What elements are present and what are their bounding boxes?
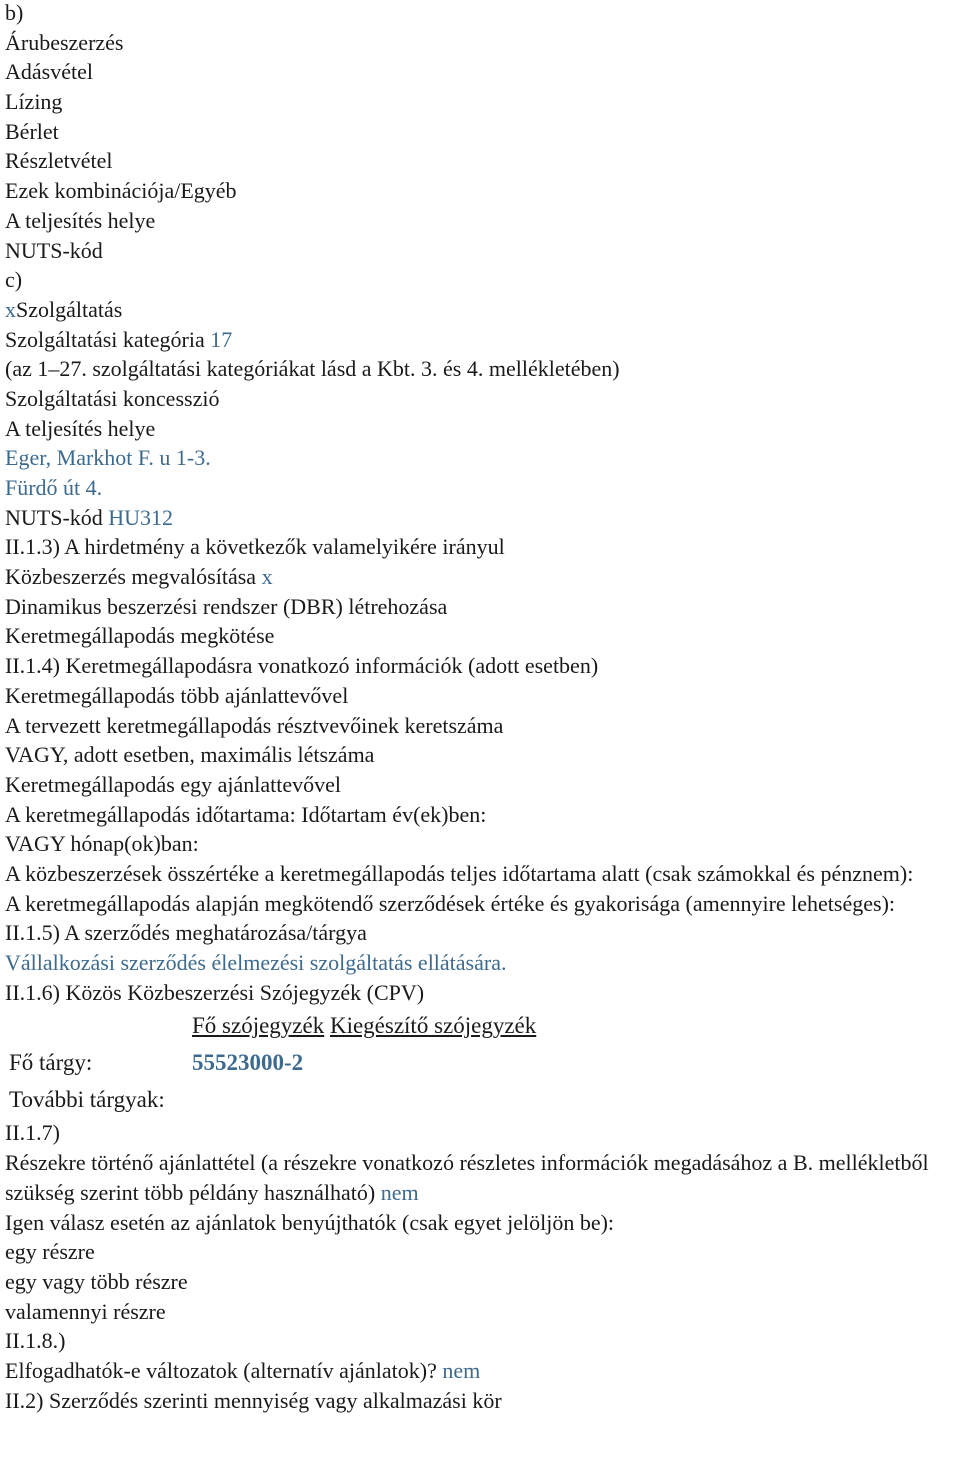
cpv-main-label: Fő tárgy: xyxy=(9,1050,93,1076)
text-line: egy vagy több részre xyxy=(5,1268,188,1294)
cpv-main-row xyxy=(5,1044,960,1081)
variants-line xyxy=(5,1356,960,1386)
text-line: b) xyxy=(5,0,24,25)
cpv-main-vocab-header: Fő szójegyzék xyxy=(192,1013,325,1039)
cpv-table xyxy=(5,1007,960,1118)
service-category-value: 17 xyxy=(210,326,233,352)
text-line: Ezek kombinációja/Egyéb xyxy=(5,178,237,204)
service-label: Szolgáltatás xyxy=(16,296,123,322)
wrapped-paragraph: A keretmegállapodás alapján megkötendő szerződések értéke és gyakorisága (amennyire lehetséges): xyxy=(5,890,896,916)
cpv-main-value: 55523000-2 xyxy=(192,1050,304,1076)
document-body xyxy=(5,0,960,1415)
cpv-additional-label: További tárgyak: xyxy=(9,1087,165,1113)
lots-text: Részekre történő ajánlattétel (a részekre vonatkozó részletes információk megadásához a B. mellékletből szükség szerint több példány használható) xyxy=(5,1150,929,1205)
text-line: Keretmegállapodás megkötése xyxy=(5,623,275,649)
text-line: Lízing xyxy=(5,89,63,115)
text-line: Árubeszerzés xyxy=(5,29,124,55)
nuts-label: NUTS-kód xyxy=(5,504,109,530)
contract-subject: Vállalkozási szerződés élelmezési szolgáltatás ellátására. xyxy=(5,950,507,976)
text-line: Adásvétel xyxy=(5,59,93,85)
section-heading: II.1.4) Keretmegállapodásra vonatkozó információk (adott esetben) xyxy=(5,653,599,679)
text-line: Szolgáltatási koncesszió xyxy=(5,385,220,411)
variants-label: Elfogadhatók-e változatok (alternatív ajánlatok)? xyxy=(5,1357,443,1383)
section-heading: II.1.5) A szerződés meghatározása/tárgya xyxy=(5,920,367,946)
section-heading: II.1.3) A hirdetmény a következők valamelyikére irányul xyxy=(5,534,505,560)
text-line: Keretmegállapodás több ajánlattevővel xyxy=(5,682,349,708)
text-line: Igen válasz esetén az ajánlatok benyújthatók (csak egyet jelöljön be): xyxy=(5,1209,615,1235)
text-line: NUTS-kód xyxy=(5,237,103,263)
cpv-header-row xyxy=(5,1007,960,1044)
place-line: Fürdő út 4. xyxy=(5,475,103,500)
wrapped-paragraph: A közbeszerzések összértéke a keretmegállapodás teljes időtartama alatt (csak számokkal és pénznem): xyxy=(5,860,914,886)
lots-answer: nem xyxy=(380,1179,419,1205)
procurement-line xyxy=(5,562,960,592)
section-heading: II.1.7) xyxy=(5,1120,60,1146)
variants-answer: nem xyxy=(442,1357,481,1383)
lots-paragraph xyxy=(5,1148,960,1207)
service-line xyxy=(5,295,960,325)
text-line: (az 1–27. szolgáltatási kategóriákat lásd a Kbt. 3. és 4. mellékletében) xyxy=(5,356,620,382)
text-line: VAGY, adott esetben, maximális létszáma xyxy=(5,742,375,768)
service-category-line xyxy=(5,325,960,355)
place-line: Eger, Markhot F. u 1-3. xyxy=(5,445,211,471)
text-line: Bérlet xyxy=(5,118,59,144)
nuts-value: HU312 xyxy=(108,504,174,530)
nuts-line xyxy=(5,503,960,533)
text-line: egy részre xyxy=(5,1239,95,1265)
cpv-additional-row xyxy=(5,1081,960,1118)
text-line: Keretmegállapodás egy ajánlattevővel xyxy=(5,771,341,797)
text-line: A teljesítés helye xyxy=(5,415,156,441)
procurement-mark: x xyxy=(261,564,273,590)
text-line: c) xyxy=(5,267,23,293)
text-line: A tervezett keretmegállapodás résztvevőinek keretszáma xyxy=(5,712,504,738)
section-heading: II.2) Szerződés szerinti mennyiség vagy alkalmazási kör xyxy=(5,1387,502,1413)
text-line: A keretmegállapodás időtartama: Időtartam év(ek)ben: xyxy=(5,801,487,827)
service-category-label: Szolgáltatási kategória xyxy=(5,326,211,352)
text-line: Részletvétel xyxy=(5,148,113,174)
section-heading: II.1.6) Közös Közbeszerzési Szójegyzék (CPV) xyxy=(5,979,425,1005)
cpv-supp-vocab-header: Kiegészítő szójegyzék xyxy=(329,1013,537,1039)
service-mark: x xyxy=(5,296,16,322)
text-line: Dinamikus beszerzési rendszer (DBR) létrehozása xyxy=(5,593,448,619)
text-line: valamennyi részre xyxy=(5,1298,166,1324)
section-heading: II.1.8.) xyxy=(5,1328,66,1354)
procurement-label: Közbeszerzés megvalósítása xyxy=(5,564,262,590)
text-line: VAGY hónap(ok)ban: xyxy=(5,831,199,857)
text-line: A teljesítés helye xyxy=(5,207,156,233)
